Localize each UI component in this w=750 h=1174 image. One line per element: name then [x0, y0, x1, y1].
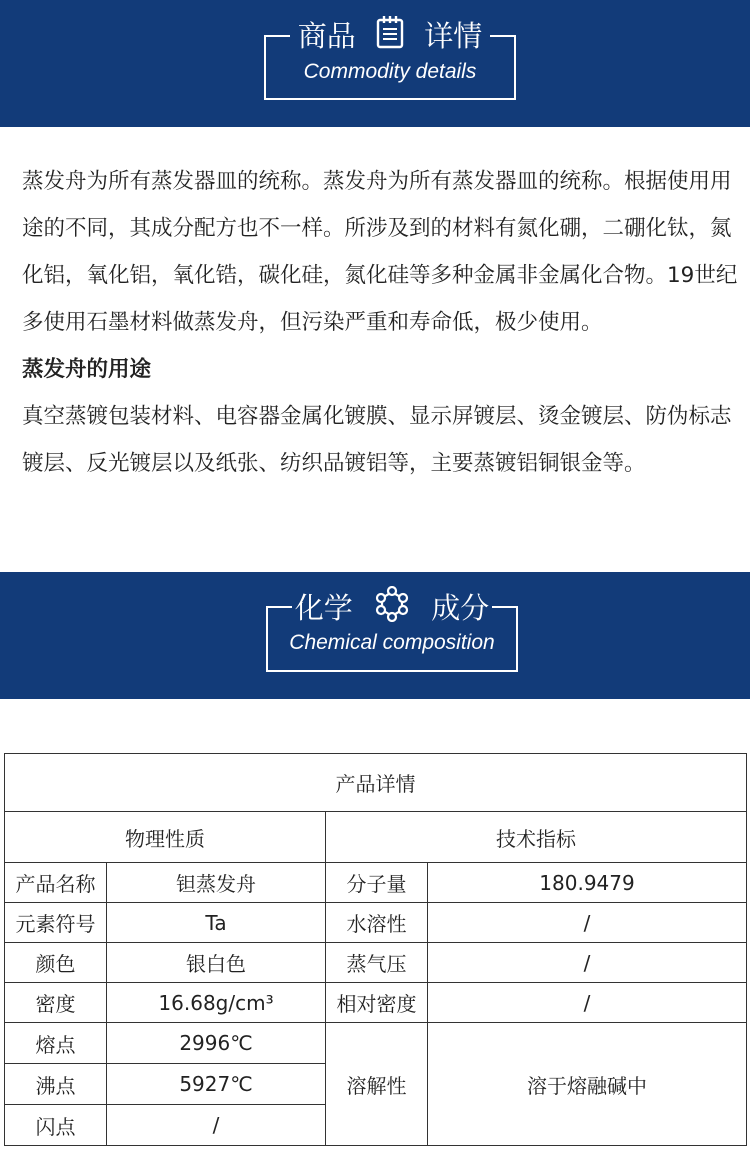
row-value: / — [428, 903, 747, 943]
header-physical-properties: 物理性质 — [5, 812, 326, 863]
row-label: 水溶性 — [326, 903, 428, 943]
row-label: 闪点 — [5, 1105, 107, 1146]
product-description — [22, 158, 738, 487]
row-value: / — [107, 1105, 326, 1146]
row-label: 密度 — [5, 983, 107, 1023]
section-title-right: 成分 — [431, 591, 490, 625]
table-row — [5, 943, 747, 983]
table-caption: 产品详情 — [5, 754, 747, 812]
solubility-label: 溶解性 — [326, 1023, 428, 1146]
section-title-left: 化学 — [294, 591, 353, 625]
row-label: 元素符号 — [5, 903, 107, 943]
section-title-right: 详情 — [424, 19, 483, 53]
table-header-row — [5, 812, 747, 863]
description-paragraph: 蒸发舟为所有蒸发器皿的统称。蒸发舟为所有蒸发器皿的统称。根据使用用途的不同，其成分配方也不一样。所涉及到的材料有氮化硼，二硼化钛，氮化铝，氧化铝，氧化锆，碳化硅，氮化硅等多种金属非金属化合物。19世纪多使用石墨材料做蒸发舟，但污染严重和寿命低，极少使用。 — [22, 169, 738, 335]
row-value: 5927℃ — [107, 1064, 326, 1105]
row-value: 钽蒸发舟 — [107, 863, 326, 903]
row-value: Ta — [107, 903, 326, 943]
molecule-icon — [372, 586, 412, 630]
row-value: / — [428, 983, 747, 1023]
header-technical-specs: 技术指标 — [326, 812, 747, 863]
row-value: 2996℃ — [107, 1023, 326, 1064]
solubility-value: 溶于熔融碱中 — [428, 1023, 747, 1146]
usage-paragraph: 真空蒸镀包装材料、电容器金属化镀膜、显示屏镀层、烫金镀层、防伪标志镀层、反光镀层以及纸张、纺织品镀铝等，主要蒸镀铝铜银金等。 — [22, 404, 732, 476]
title-frame — [264, 19, 516, 100]
row-label: 分子量 — [326, 863, 428, 903]
row-value: 16.68g/cm³ — [107, 983, 326, 1023]
notepad-icon — [375, 15, 405, 57]
section-title — [268, 586, 516, 630]
table-row — [5, 863, 747, 903]
commodity-details-banner — [0, 0, 750, 127]
row-value: 银白色 — [107, 943, 326, 983]
section-subtitle: Chemical composition — [289, 631, 495, 654]
chemical-composition-banner — [0, 572, 750, 699]
row-label: 颜色 — [5, 943, 107, 983]
section-title-left: 商品 — [297, 19, 356, 53]
title-frame — [266, 591, 518, 672]
table-row — [5, 983, 747, 1023]
usage-heading: 蒸发舟的用途 — [22, 357, 152, 382]
row-label: 熔点 — [5, 1023, 107, 1064]
row-value: 180.9479 — [428, 863, 747, 903]
row-label: 产品名称 — [5, 863, 107, 903]
table-row — [5, 903, 747, 943]
row-label: 相对密度 — [326, 983, 428, 1023]
row-label: 蒸气压 — [326, 943, 428, 983]
table-caption-row — [5, 754, 747, 812]
product-spec-table — [4, 753, 747, 1146]
row-label: 沸点 — [5, 1064, 107, 1105]
section-title — [266, 15, 514, 57]
table-row — [5, 1023, 747, 1064]
row-value: / — [428, 943, 747, 983]
section-subtitle: Commodity details — [303, 60, 477, 83]
